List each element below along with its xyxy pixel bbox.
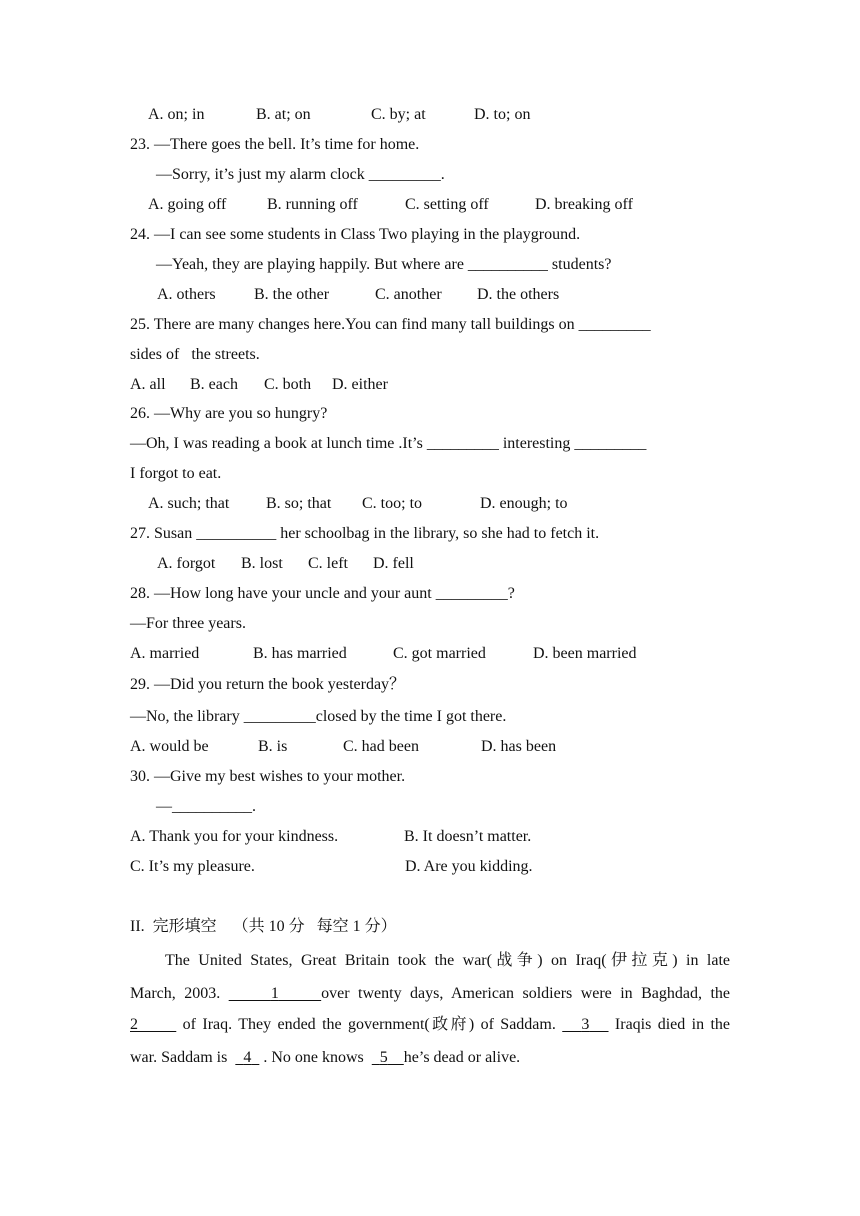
q30-option-a: A. Thank you for your kindness. [130, 828, 339, 845]
q27-option-c: C. left [308, 555, 348, 572]
q29-option-d: D. has been [481, 738, 557, 755]
passage-text: of Iraq. They ended the government(政府) of Saddam. [182, 1016, 556, 1033]
passage-text: . No one knows [263, 1049, 364, 1066]
q30-option-d: D. Are you kidding. [405, 858, 533, 875]
q29-reply: —No, the library _________closed by the time I got there. [130, 708, 507, 725]
q26-stem: 26. —Why are you so hungry? [130, 405, 328, 422]
blank-4 [235, 1049, 259, 1066]
passage-text: he’s dead or alive. [403, 1049, 521, 1066]
q22-option-c: C. by; at [371, 106, 426, 123]
q23-option-b: B. running off [267, 196, 358, 213]
q26-option-a: A. such; that [148, 495, 230, 512]
q29-stem: 29. —Did you return the book yesterday？ [130, 676, 406, 693]
q29-option-b: B. is [258, 738, 288, 755]
q27-option-a: A. forgot [157, 555, 216, 572]
q28-option-b: B. has married [253, 645, 347, 662]
q26-option-d: D. enough; to [480, 495, 568, 512]
q27-option-b: B. lost [241, 555, 283, 572]
passage-text: Iraqis died in the [614, 1016, 731, 1033]
q26-reply-line1: —Oh, I was reading a book at lunch time .It’s _________ interesting _________ [130, 435, 647, 452]
q28-option-a: A. married [130, 645, 200, 662]
q23-reply: —Sorry, it’s just my alarm clock _________. [156, 166, 445, 183]
q26-reply-line2: I forgot to eat. [130, 465, 222, 482]
q22-option-d: D. to; on [474, 106, 531, 123]
q25-stem-line1: 25. There are many changes here.You can find many tall buildings on _________ [130, 316, 651, 333]
passage-line-2 [130, 984, 730, 1004]
q29-option-a: A. would be [130, 738, 209, 755]
q23-option-a: A. going off [148, 196, 227, 213]
blank-number: 4 [243, 1049, 252, 1066]
q25-option-d: D. either [332, 376, 388, 393]
q26-option-c: C. too; to [362, 495, 423, 512]
blank-number: 5 [379, 1049, 388, 1066]
blank-2 [130, 1016, 176, 1033]
q22-option-b: B. at; on [256, 106, 311, 123]
q28-reply: —For three years. [130, 615, 246, 632]
blank-number: 3 [581, 1016, 590, 1033]
q26-option-b: B. so; that [266, 495, 332, 512]
passage-text: war. Saddam is [130, 1049, 228, 1066]
section-heading-cloze: II. 完形填空 （共 10 分 每空 1 分） [130, 918, 397, 935]
q30-option-b: B. It doesn’t matter. [404, 828, 532, 845]
q25-stem-line2: sides of the streets. [130, 346, 260, 363]
passage-text: The United States, Great Britain took the war(战争) on Iraq(伊拉克) in late [165, 952, 730, 969]
blank-number: 1 [270, 985, 279, 1002]
q30-stem: 30. —Give my best wishes to your mother. [130, 768, 406, 785]
q28-option-c: C. got married [393, 645, 486, 662]
q25-option-a: A. all [130, 376, 166, 393]
passage-line-4 [130, 1048, 520, 1068]
q30-option-c: C. It’s my pleasure. [130, 858, 255, 875]
blank-number: 2 [130, 1016, 138, 1033]
q24-option-c: C. another [375, 286, 442, 303]
q28-option-d: D. been married [533, 645, 637, 662]
passage-text: March, 2003. [130, 985, 221, 1002]
q24-option-b: B. the other [254, 286, 330, 303]
blank-5 [372, 1049, 404, 1066]
q24-reply: —Yeah, they are playing happily. But where are __________ students? [156, 256, 612, 273]
q24-stem: 24. —I can see some students in Class Two playing in the playground. [130, 226, 581, 243]
q24-option-a: A. others [157, 286, 216, 303]
q28-stem: 28. —How long have your uncle and your aunt _________? [130, 585, 515, 602]
q23-option-c: C. setting off [405, 196, 489, 213]
q27-option-d: D. fell [373, 555, 414, 572]
passage-text: over twenty days, American soldiers were in Baghdad, the [321, 985, 730, 1002]
q30-reply: —__________. [156, 798, 256, 815]
q29-option-c: C. had been [343, 738, 419, 755]
passage-line-3 [130, 1015, 730, 1035]
q25-option-b: B. each [190, 376, 238, 393]
q22-option-a: A. on; in [148, 106, 205, 123]
q27-stem: 27. Susan __________ her schoolbag in the library, so she had to fetch it. [130, 525, 600, 542]
blank-3 [562, 1016, 608, 1033]
passage-line-1 [165, 951, 730, 971]
blank-1 [229, 985, 322, 1002]
q23-option-d: D. breaking off [535, 196, 633, 213]
q23-stem: 23. —There goes the bell. It’s time for home. [130, 136, 420, 153]
q24-option-d: D. the others [477, 286, 560, 303]
q25-option-c: C. both [264, 376, 312, 393]
